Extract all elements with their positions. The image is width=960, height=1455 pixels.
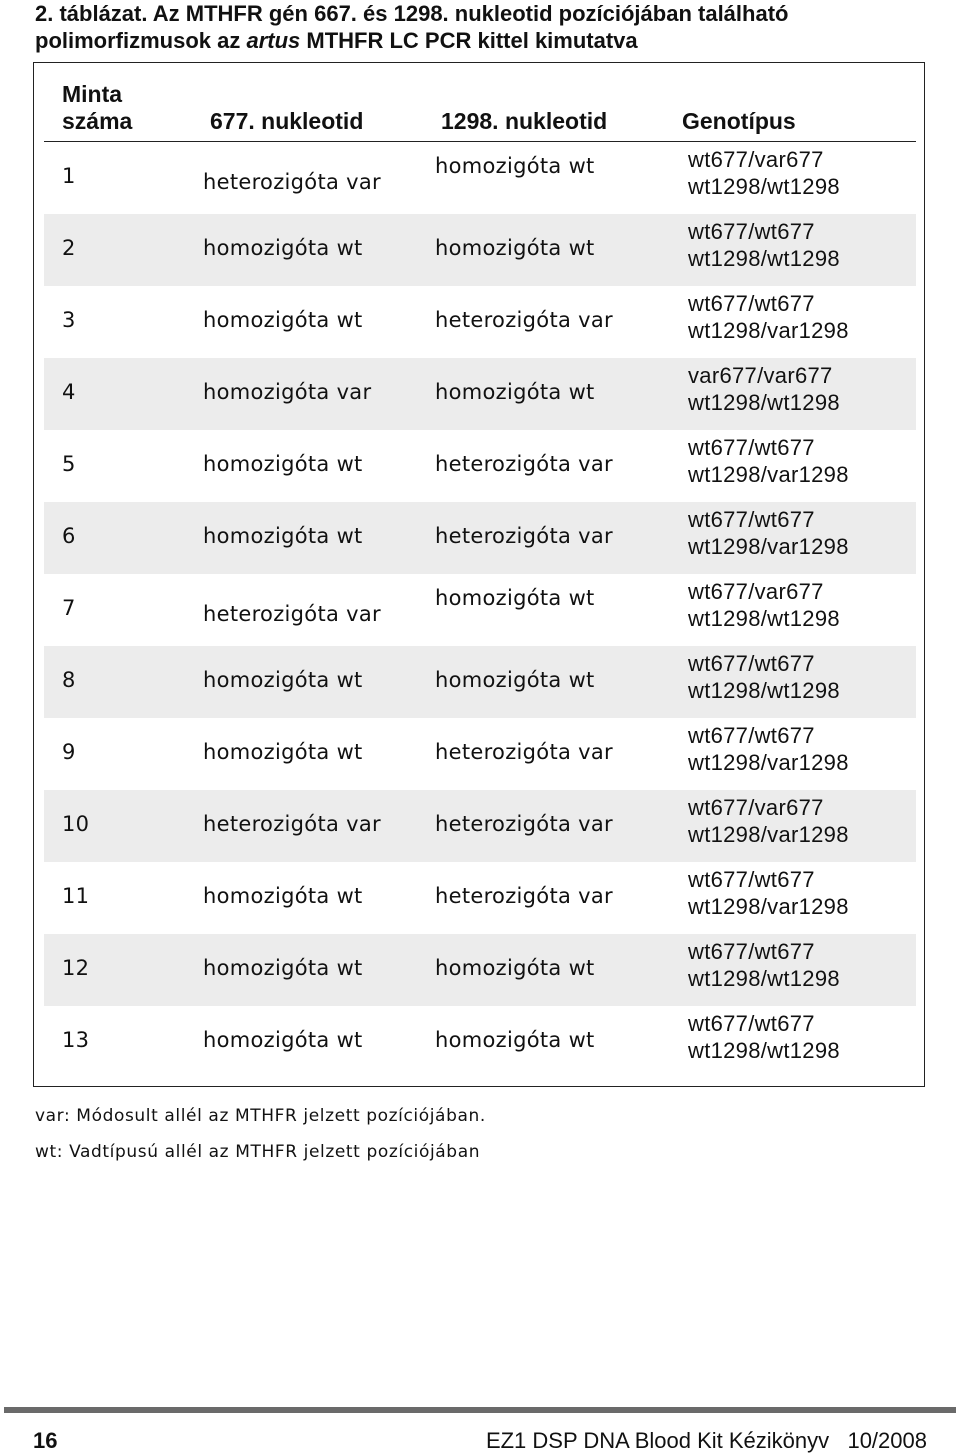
genotype-cell: [688, 938, 840, 992]
nt1298-result: homozigóta wt: [435, 154, 595, 178]
nt1298-result: heterozigóta var: [435, 884, 613, 908]
nt1298-result: homozigóta wt: [435, 956, 595, 980]
genotype-1298: wt1298/wt1298: [688, 966, 840, 991]
sample-number: 7: [62, 596, 76, 620]
genotype-cell: [688, 794, 849, 848]
nt677-result: homozigóta wt: [203, 740, 363, 764]
nt1298-result: heterozigóta var: [435, 812, 613, 836]
header-sample-line-1: Minta: [62, 81, 123, 107]
genotype-1298: wt1298/var1298: [688, 462, 849, 487]
table-row: [44, 286, 916, 358]
genotype-cell: [688, 650, 840, 704]
genotype-677: wt677/wt677: [688, 651, 815, 676]
nt677-result: homozigóta wt: [203, 452, 363, 476]
table-caption: [35, 0, 935, 54]
genotype-677: wt677/var677: [688, 147, 824, 172]
sample-number: 6: [62, 524, 76, 548]
genotype-cell: [688, 1010, 840, 1064]
nt677-result: homozigóta wt: [203, 884, 363, 908]
footer-title: EZ1 DSP DNA Blood Kit Kézikönyv 10/2008: [485, 1428, 927, 1453]
genotype-1298: wt1298/wt1298: [688, 390, 840, 415]
sample-number: 2: [62, 236, 76, 260]
sample-number: 13: [62, 1028, 90, 1052]
genotype-1298: wt1298/wt1298: [688, 678, 840, 703]
nt677-result: homozigóta wt: [203, 1028, 363, 1052]
nt1298-result: homozigóta wt: [435, 668, 595, 692]
genotype-cell: [688, 362, 840, 416]
table-row: [44, 574, 916, 646]
table-row: [44, 142, 916, 214]
genotype-cell: [688, 722, 849, 776]
nt1298-result: heterozigóta var: [435, 524, 613, 548]
caption-italic-artus: artus: [246, 28, 301, 53]
genotype-1298: wt1298/wt1298: [688, 174, 840, 199]
page-footer: [0, 1425, 960, 1455]
nt1298-result: homozigóta wt: [435, 380, 595, 404]
nt677-result: homozigóta wt: [203, 524, 363, 548]
nt677-result: heterozigóta var: [203, 602, 381, 626]
nt677-result: homozigóta wt: [203, 308, 363, 332]
genotype-677: wt677/wt677: [688, 291, 815, 316]
genotype-cell: [688, 866, 849, 920]
genotype-677: var677/var677: [688, 363, 833, 388]
sample-number: 10: [62, 812, 90, 836]
caption-line-2: [35, 27, 935, 54]
sample-number: 1: [62, 164, 76, 188]
genotype-677: wt677/wt677: [688, 507, 815, 532]
genotype-cell: [688, 146, 840, 200]
table-row: [44, 430, 916, 502]
footnote-wt: wt: Vadtípusú allél az MTHFR jelzett pozíciójában: [35, 1142, 481, 1162]
table-row: [44, 214, 916, 286]
genotype-1298: wt1298/wt1298: [688, 246, 840, 271]
genotype-677: wt677/wt677: [688, 219, 815, 244]
sample-number: 5: [62, 452, 76, 476]
genotype-677: wt677/wt677: [688, 723, 815, 748]
footnote-var: var: Módosult allél az MTHFR jelzett pozíciójában.: [35, 1106, 486, 1126]
genotype-1298: wt1298/wt1298: [688, 1038, 840, 1063]
table-row: [44, 862, 916, 934]
nt1298-result: heterozigóta var: [435, 452, 613, 476]
table-row: [44, 1006, 916, 1078]
caption-line-1: 2. táblázat. Az MTHFR gén 667. és 1298. nukleotid pozíciójában található: [35, 1, 789, 26]
table-row: [44, 646, 916, 718]
nt1298-result: homozigóta wt: [435, 586, 595, 610]
caption-line-2-post: MTHFR LC PCR kittel kimutatva: [300, 28, 638, 53]
genotype-1298: wt1298/var1298: [688, 894, 849, 919]
nt1298-result: homozigóta wt: [435, 1028, 595, 1052]
header-nt1298: 1298. nukleotid: [441, 108, 608, 134]
genotype-677: wt677/wt677: [688, 1011, 815, 1036]
nt677-result: heterozigóta var: [203, 170, 381, 194]
genotype-cell: [688, 218, 840, 272]
genotype-1298: wt1298/var1298: [688, 750, 849, 775]
genotype-677: wt677/var677: [688, 795, 824, 820]
genotype-677: wt677/var677: [688, 579, 824, 604]
genotype-1298: wt1298/var1298: [688, 318, 849, 343]
genotype-table: [33, 62, 925, 1087]
nt677-result: homozigóta wt: [203, 956, 363, 980]
table-row: [44, 718, 916, 790]
genotype-677: wt677/wt677: [688, 867, 815, 892]
sample-number: 8: [62, 668, 76, 692]
caption-line-2-pre: polimorfizmusok az: [35, 28, 247, 53]
genotype-1298: wt1298/var1298: [688, 534, 849, 559]
table-row: [44, 502, 916, 574]
nt677-result: heterozigóta var: [203, 812, 381, 836]
nt677-result: homozigóta wt: [203, 236, 363, 260]
sample-number: 4: [62, 380, 76, 404]
genotype-677: wt677/wt677: [688, 939, 815, 964]
sample-number: 9: [62, 740, 76, 764]
genotype-cell: [688, 434, 849, 488]
header-sample-line-2: száma: [62, 108, 133, 134]
sample-number: 11: [62, 884, 90, 908]
header-sample: [62, 81, 132, 135]
nt1298-result: homozigóta wt: [435, 236, 595, 260]
genotype-1298: wt1298/wt1298: [688, 606, 840, 631]
genotype-677: wt677/wt677: [688, 435, 815, 460]
genotype-1298: wt1298/var1298: [688, 822, 849, 847]
table-row: [44, 934, 916, 1006]
page-number: 16: [33, 1428, 58, 1453]
header-genotype: Genotípus: [682, 108, 796, 134]
nt1298-result: heterozigóta var: [435, 308, 613, 332]
table-row: [44, 358, 916, 430]
nt1298-result: heterozigóta var: [435, 740, 613, 764]
header-nt677: 677. nukleotid: [210, 108, 364, 134]
genotype-cell: [688, 290, 849, 344]
table-body: [44, 142, 916, 1078]
footer-divider: [4, 1407, 956, 1413]
sample-number: 3: [62, 308, 76, 332]
genotype-cell: [688, 506, 849, 560]
table-row: [44, 790, 916, 862]
sample-number: 12: [62, 956, 90, 980]
footnotes: [35, 1098, 486, 1170]
nt677-result: homozigóta var: [203, 380, 372, 404]
genotype-cell: [688, 578, 840, 632]
table-header: [44, 63, 916, 142]
nt677-result: homozigóta wt: [203, 668, 363, 692]
